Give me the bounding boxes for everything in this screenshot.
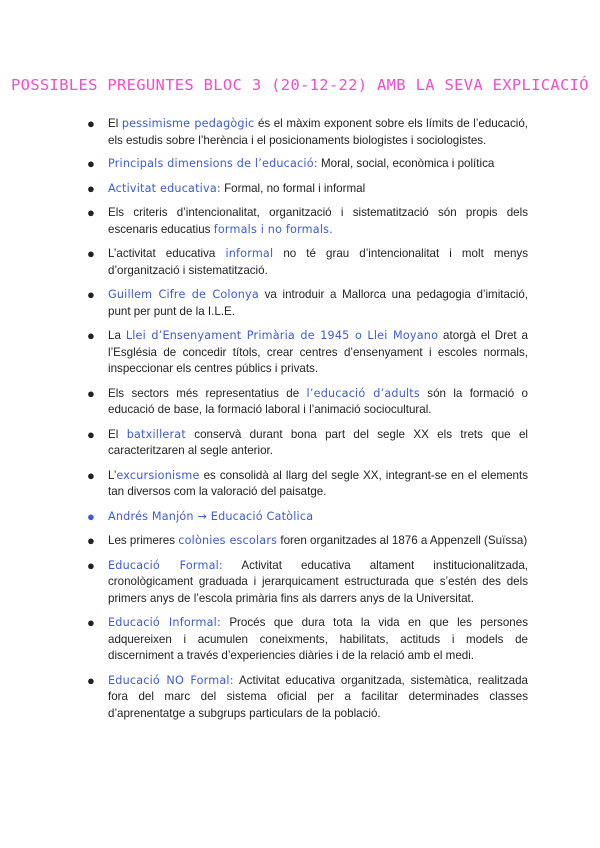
question-list [82, 116, 528, 722]
bullet-icon: ● [87, 533, 95, 548]
page-title: POSSIBLES PREGUNTES BLOC 3 (20-12-22) AMB LA SEVA EXPLICACIÓ [11, 76, 589, 94]
item-text: és el màxim exponent sobre els límits de l’educació, els estudis sobre l’herència i el posicionaments biologistes i sociologistes. [108, 117, 529, 147]
item-text: L’activitat educativa [108, 247, 226, 260]
item-highlight: excursionisme [116, 468, 200, 482]
item-text: Els criteris d’intencionalitat, organització i sistematització són propis dels escenaris educatius [108, 206, 528, 236]
item-highlight: Activitat educativa: [108, 181, 221, 195]
bullet-icon: ● [87, 180, 95, 196]
bullet-icon: ● [87, 385, 95, 401]
item-text: El [108, 117, 122, 130]
bullet-icon: ● [87, 557, 95, 573]
list-item [82, 386, 528, 419]
list-item [82, 509, 528, 526]
list-item [82, 533, 528, 550]
item-text: Formal, no formal i informal [220, 181, 366, 195]
bullet-icon: ● [87, 328, 95, 343]
bullet-icon: ● [87, 615, 95, 630]
item-highlight: colònies escolars [178, 534, 278, 547]
bullet-icon: ● [87, 426, 95, 442]
list-item [82, 558, 528, 608]
bullet-icon: ● [87, 508, 95, 524]
list-item [82, 246, 528, 279]
bullet-icon: ● [87, 672, 95, 688]
bullet-icon: ● [87, 156, 95, 171]
item-text: Activitat educativa altament institucionalitzada, cronològicament graduada i jerarquicament estructurada que s’estén des dels primers anys de l’escola primària fins als darrers anys de la Universitat. [108, 558, 528, 605]
item-highlight: Educació Informal: [108, 616, 221, 629]
item-highlight: Llei d’Ensenyament Primària de 1945 o Llei Moyano [125, 329, 439, 342]
item-text: Els sectors més representatius de [108, 386, 307, 400]
item-text: Activitat educativa organitzada, sistemàtica, realitzada fora del marc del sistema oficial per a facilitar determinades classes d’aprenentatge a subgrups particulars de la població. [108, 673, 528, 720]
list-item [82, 287, 528, 320]
item-text: La [108, 329, 126, 342]
bullet-icon: ● [87, 205, 95, 220]
item-text: va introduir a Mallorca una pedagogia d’imitació, punt per punt de la I.L.E. [108, 288, 529, 318]
item-highlight: Principals dimensions de l’educació: [108, 157, 318, 170]
list-item [82, 468, 528, 501]
list-item [82, 181, 528, 198]
item-highlight: l’educació d’adults [306, 386, 420, 400]
item-text: no té grau d’intencionalitat i molt menys d’organització i sistematització. [108, 247, 528, 277]
list-item [82, 673, 528, 723]
item-highlight: Educació Formal: [108, 558, 223, 572]
item-text: són la formació o educació de base, la formació laboral i l’animació sociocultural. [108, 386, 528, 416]
item-text: atorgà el Dret a l’Església de concedir títols, crear centres d’ensenyament i escoles normals, inspeccionar els centres públics i privats. [108, 329, 529, 375]
item-highlight: Guillem Cifre de Colonya [108, 288, 259, 301]
bullet-icon: ● [87, 116, 95, 131]
item-highlight: Educació NO Formal: [108, 673, 234, 687]
list-item [82, 156, 528, 173]
list-item [82, 615, 528, 665]
bullet-icon: ● [87, 287, 95, 302]
item-text: L’ [108, 468, 117, 482]
item-highlight: pessimisme pedagògic [121, 117, 255, 130]
item-highlight: informal [225, 247, 274, 260]
item-text: foren organitzades al 1876 a Appenzell (Suïssa) [277, 534, 528, 547]
bullet-icon: ● [87, 246, 95, 261]
item-text: conservà durant bona part del segle XX els trets que el caracteritzaren al segle anterior. [108, 427, 529, 457]
item-highlight: Andrés Manjón → Educació Catòlica [108, 509, 314, 523]
item-text: El [108, 427, 127, 441]
list-item [82, 328, 528, 378]
item-highlight: formals i no formals. [213, 222, 333, 236]
list-item [82, 116, 528, 149]
bullet-icon: ● [87, 467, 95, 483]
item-text: Les primeres [108, 534, 179, 547]
item-text: Procés que dura tota la vida en que les persones adquereixen i acumulen coneixments, habilitats, actituds i models de discerniment a través d’experiencies diàries i de la relació amb el medi. [108, 616, 528, 662]
list-item [82, 205, 528, 238]
item-highlight: batxillerat [126, 427, 186, 441]
list-item [82, 427, 528, 460]
item-text: Moral, social, econòmica i política [317, 157, 495, 170]
item-text: es consolidà al llarg del segle XX, integrant-se en el elements tan diversos com la valoració del paisatge. [108, 468, 528, 498]
